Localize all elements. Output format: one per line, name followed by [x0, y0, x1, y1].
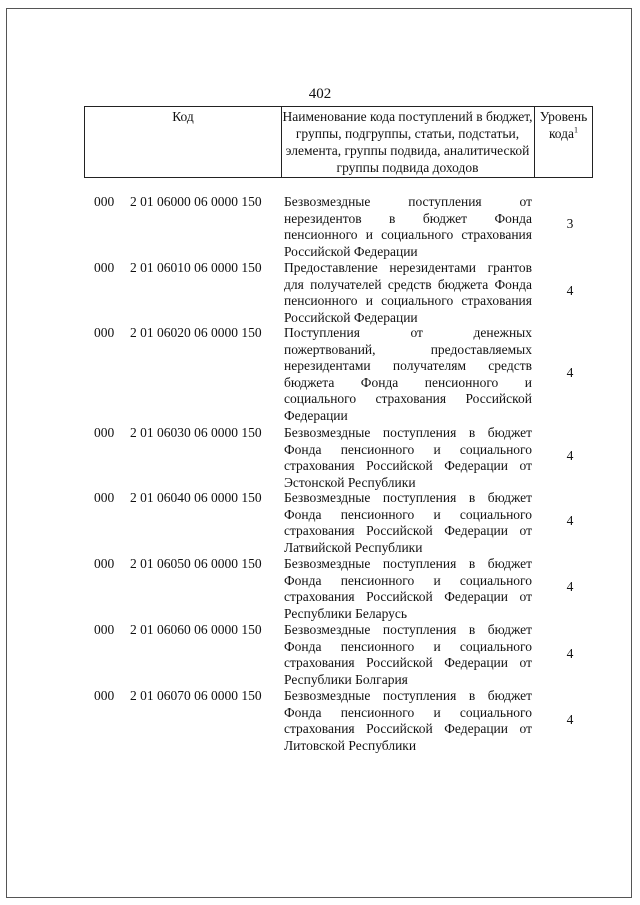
row-name: Безвозмездные поступления в бюджет Фонда пенсионного и социального страхования Российской Федерации от Республики Болгария — [284, 622, 532, 687]
table-header — [84, 106, 593, 178]
row-level: 4 — [566, 646, 574, 661]
header-level-footnote: 1 — [574, 125, 579, 135]
row-prefix: 000 — [94, 325, 115, 340]
row-code: 2 01 06070 06 0000 150 — [130, 688, 262, 703]
row-prefix: 000 — [94, 688, 115, 703]
row-prefix: 000 — [94, 194, 115, 209]
row-prefix: 000 — [94, 260, 115, 275]
row-name: Безвозмездные поступления в бюджет Фонда пенсионного и социального страхования Российской Федерации от Эстонской Республики — [284, 425, 532, 490]
row-level: 4 — [566, 283, 574, 298]
header-level-cell — [535, 107, 592, 177]
row-level: 4 — [566, 712, 574, 727]
row-code: 2 01 06030 06 0000 150 — [130, 425, 262, 440]
header-level: Уровень кода — [539, 109, 588, 141]
page-number: 402 — [308, 86, 332, 102]
row-prefix: 000 — [94, 425, 115, 440]
row-name: Поступления от денежных пожертвований, предоставляемых нерезидентами получателям средств бюджета Фонда пенсионного и социального страхования Российской Федерации — [284, 325, 532, 423]
row-name: Безвозмездные поступления в бюджет Фонда пенсионного и социального страхования Российской Федерации от Литовской Республики — [284, 688, 532, 753]
row-level: 4 — [566, 513, 574, 528]
header-name: Наименование кода поступлений в бюджет, группы, подгруппы, статьи, подстатьи, элемента, группы подвида, аналитической группы подвида доходов — [281, 107, 535, 177]
row-name: Предоставление нерезидентами грантов для получателей средств бюджета Фонда пенсионного и социального страхования Российской Федерации — [284, 260, 532, 325]
row-code: 2 01 06060 06 0000 150 — [130, 622, 262, 637]
row-code: 2 01 06010 06 0000 150 — [130, 260, 262, 275]
row-name: Безвозмездные поступления от нерезидентов в бюджет Фонда пенсионного и социального страхования Российской Федерации — [284, 194, 532, 259]
row-prefix: 000 — [94, 556, 115, 571]
row-level: 4 — [566, 448, 574, 463]
row-level: 3 — [566, 216, 574, 231]
row-level: 4 — [566, 365, 574, 380]
row-code: 2 01 06000 06 0000 150 — [130, 194, 262, 209]
row-name: Безвозмездные поступления в бюджет Фонда пенсионного и социального страхования Российской Федерации от Латвийской Республики — [284, 490, 532, 555]
row-code: 2 01 06020 06 0000 150 — [130, 325, 262, 340]
row-level: 4 — [566, 579, 574, 594]
header-code: Код — [172, 109, 194, 124]
row-prefix: 000 — [94, 622, 115, 637]
row-code: 2 01 06040 06 0000 150 — [130, 490, 262, 505]
row-name: Безвозмездные поступления в бюджет Фонда пенсионного и социального страхования Российской Федерации от Республики Беларусь — [284, 556, 532, 621]
header-code-cell — [85, 107, 282, 177]
row-prefix: 000 — [94, 490, 115, 505]
row-code: 2 01 06050 06 0000 150 — [130, 556, 262, 571]
